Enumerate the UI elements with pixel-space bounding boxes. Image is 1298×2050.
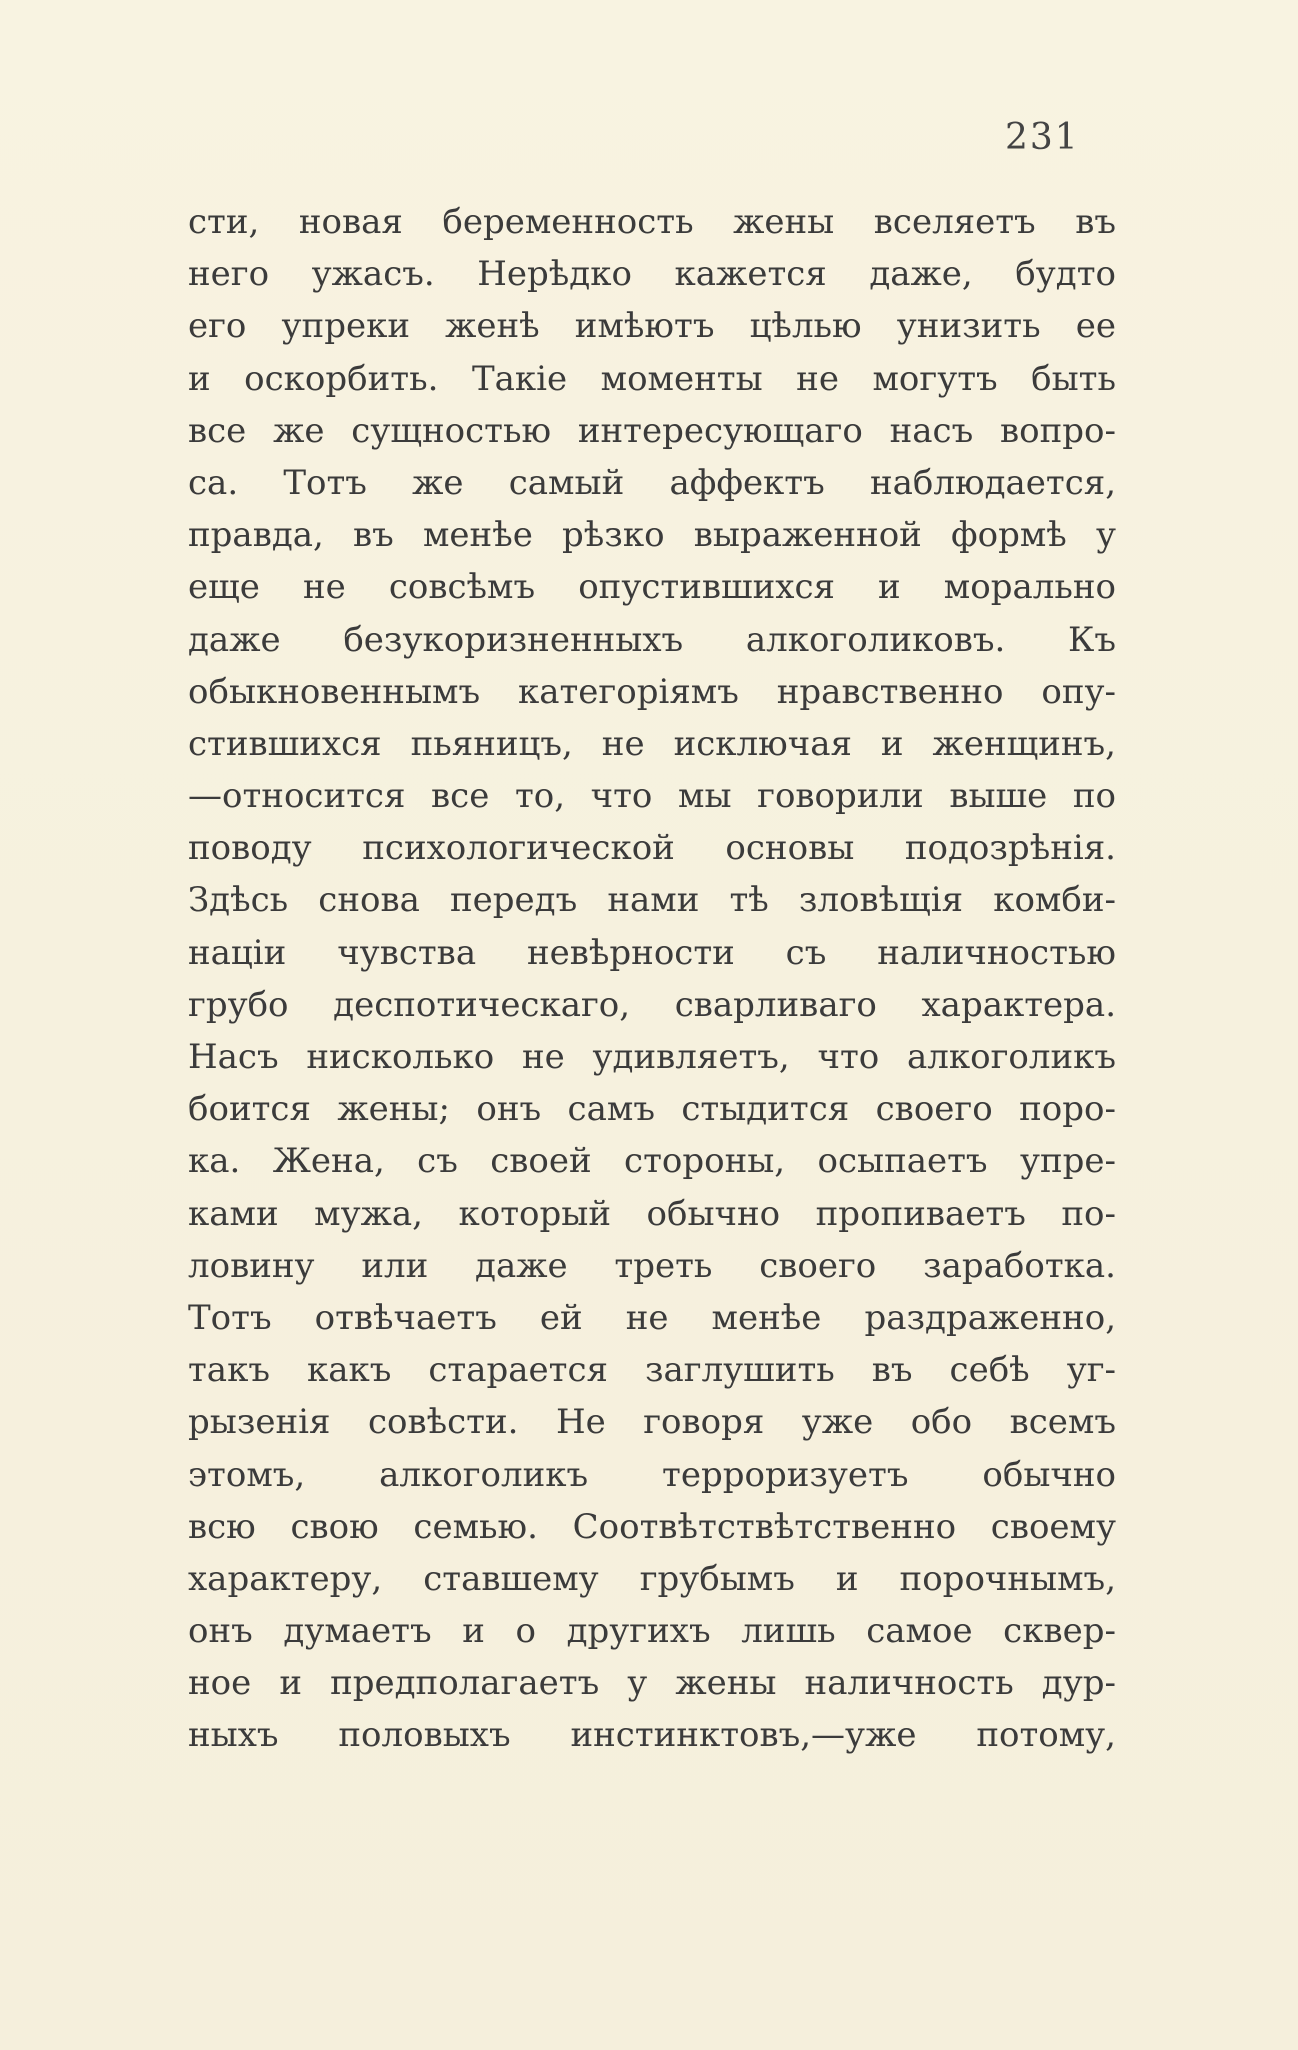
text-line-22: Тотъ отвѣчаетъ ей не менѣе раздраженно, [188,1297,1116,1338]
text-line-15: націи чувства невѣрности съ наличностью [188,932,1116,973]
text-line-28: онъ думаетъ и о другихъ лишь самое сквер- [188,1611,1116,1652]
body-text [188,196,1116,1762]
text-line-30: ныхъ половыхъ инстинктовъ,—уже потому, [188,1715,1116,1756]
text-line-2: него ужасъ. Нерѣдко кажется даже, будто [188,254,1116,295]
text-line-13: поводу психологической основы подозрѣнія. [188,828,1116,869]
text-line-4: и оскорбить. Такіе моменты не могутъ быть [188,358,1116,399]
text-line-24: рызенія совѣсти. Не говоря уже обо всемъ [188,1402,1116,1443]
text-line-29: ное и предполагаетъ у жены наличность дур- [188,1663,1116,1704]
text-line-9: даже безукоризненныхъ алкоголиковъ. Къ [188,619,1116,660]
text-line-19: ка. Жена, съ своей стороны, осыпаетъ упре- [188,1141,1116,1182]
text-line-17: Насъ нисколько не удивляетъ, что алкоголикъ [188,1037,1116,1077]
text-line-10: обыкновеннымъ категоріямъ нравственно опу- [188,671,1116,712]
text-line-1: сти, новая беременность жены вселяетъ въ [188,202,1116,242]
text-line-3: его упреки женѣ имѣютъ цѣлью унизить ее [188,306,1116,347]
text-line-25: этомъ, алкоголикъ терроризуетъ обычно [188,1454,1116,1495]
text-line-16: грубо деспотическаго, сварливаго характера. [188,984,1116,1025]
text-line-23: такъ какъ старается заглушить въ себѣ уг- [188,1350,1116,1391]
text-line-20: ками мужа, который обычно пропиваетъ по- [188,1193,1116,1234]
text-line-27: характеру, ставшему грубымъ и порочнымъ, [188,1558,1116,1599]
text-line-18: боится жены; онъ самъ стыдится своего поро- [188,1089,1116,1130]
text-line-8: еще не совсѣмъ опустившихся и морально [188,567,1116,608]
text-line-12: —относится все то, что мы говорили выше по [188,776,1116,817]
text-line-11: стившихся пьяницъ, не исключая и женщинъ, [188,723,1116,764]
page-number: 231 [1005,117,1080,158]
text-line-7: правда, въ менѣе рѣзко выраженной формѣ у [188,515,1116,556]
text-line-21: ловину или даже треть своего заработка. [188,1245,1116,1286]
text-line-6: са. Тотъ же самый аффектъ наблюдается, [188,462,1116,503]
text-line-14: Здѣсь снова передъ нами тѣ зловѣщія комби- [188,880,1116,921]
text-line-26: всю свою семью. Соотвѣтствѣтственно своему [188,1506,1116,1547]
text-line-5: все же сущностью интересующаго насъ вопро- [188,410,1116,451]
